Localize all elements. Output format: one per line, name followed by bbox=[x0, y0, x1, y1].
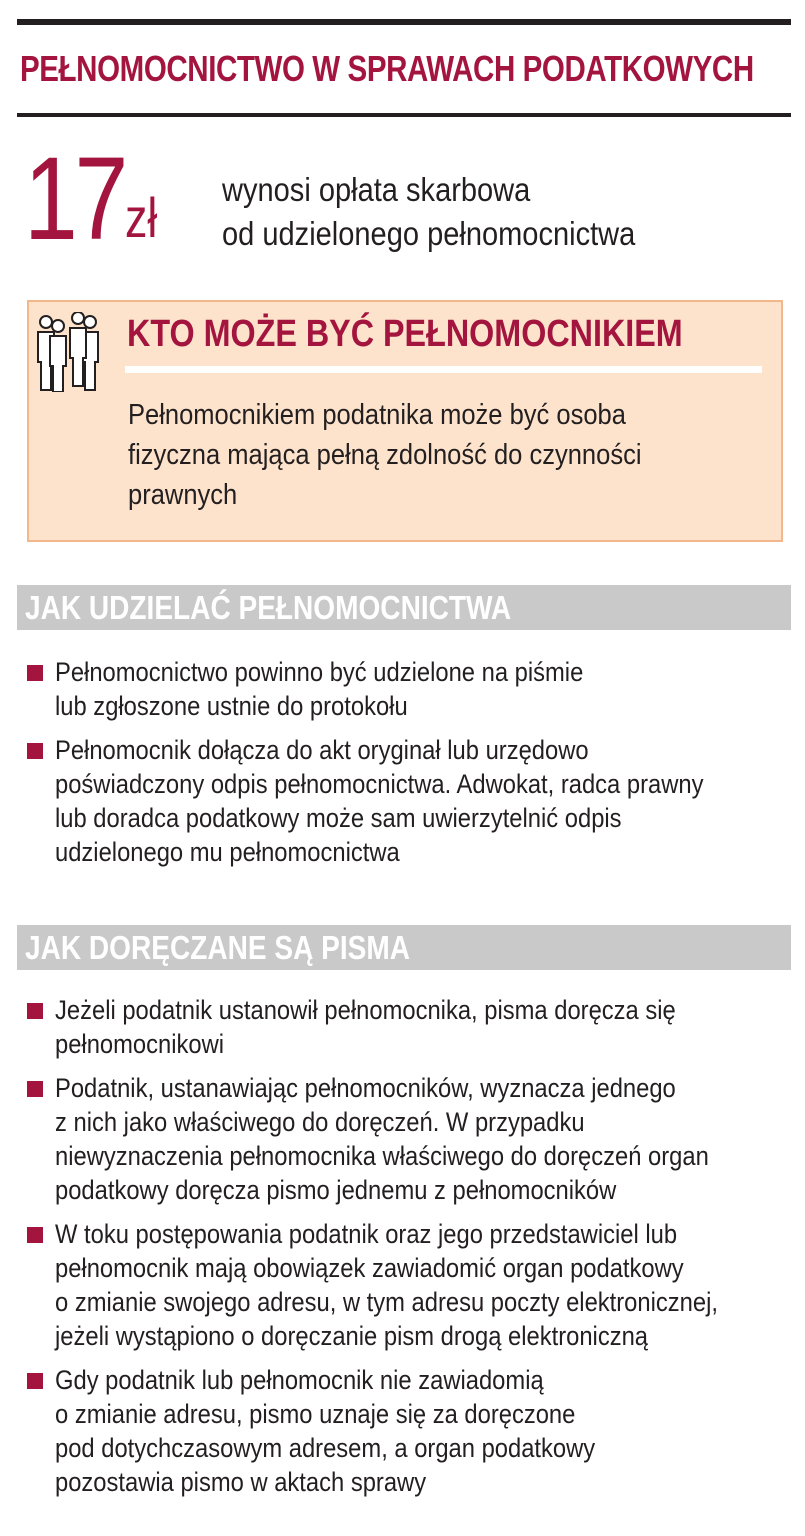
bullet-square-icon bbox=[27, 1373, 43, 1389]
delivery-list bbox=[27, 993, 797, 1509]
bullet-square-icon bbox=[27, 665, 43, 681]
fee-unit: zł bbox=[125, 186, 158, 249]
list-item: Pełnomocnik dołącza do akt oryginał lub urzędowo poświadczony odpis pełnomocnictwa. Adwokat, radca prawny lub doradca podatkowy może sam uwierzytelnić odpis udzielonego mu pełnomocnictwa bbox=[27, 733, 797, 869]
section-heading-delivery: JAK DORĘCZANE SĄ PISMA bbox=[17, 925, 791, 970]
who-divider bbox=[125, 366, 762, 373]
fee-description: wynosi opłata skarbowa od udzielonego pełnomocnictwa bbox=[222, 171, 636, 252]
bullet-square-icon bbox=[27, 743, 43, 759]
top-rule bbox=[17, 19, 791, 25]
list-item: Pełnomocnictwo powinno być udzielone na piśmie lub zgłoszone ustnie do protokołu bbox=[27, 655, 797, 723]
list-item: Jeżeli podatnik ustanowił pełnomocnika, pisma doręcza się pełnomocnikowi bbox=[27, 993, 797, 1061]
who-heading: KTO MOŻE BYĆ PEŁNOMOCNIKIEM bbox=[127, 313, 683, 355]
grant-list bbox=[27, 655, 797, 879]
list-item: W toku postępowania podatnik oraz jego przedstawiciel lub pełnomocnik mają obowiązek zawiadomić organ podatkowy o zmianie swojego adresu, w tym adresu poczty elektronicznej, jeżeli wystąpiono o doręczanie pism drogą elektroniczną bbox=[27, 1217, 797, 1353]
section-heading-grant: JAK UDZIELAĆ PEŁNOMOCNICTWA bbox=[17, 585, 791, 630]
bullet-square-icon bbox=[27, 1003, 43, 1019]
title-rule bbox=[17, 113, 791, 117]
people-group-icon bbox=[34, 312, 104, 392]
bullet-square-icon bbox=[27, 1081, 43, 1097]
fee-amount: 17 bbox=[24, 133, 126, 265]
who-body: Pełnomocnikiem podatnika może być osoba fizyczna mająca pełną zdolność do czynności prawnych bbox=[128, 399, 642, 511]
bullet-square-icon bbox=[27, 1227, 43, 1243]
page-title: PEŁNOMOCNICTWO W SPRAWACH PODATKOWYCH bbox=[20, 48, 754, 89]
list-item: Podatnik, ustanawiając pełnomocników, wyznacza jednego z nich jako właściwego do doręczeń. W przypadku niewyznaczenia pełnomocnika właściwego do doręczeń organ podatkowy doręcza pismo jednemu z pełnomocników bbox=[27, 1071, 797, 1207]
list-item: Gdy podatnik lub pełnomocnik nie zawiadomią o zmianie adresu, pismo uznaje się za doręczone pod dotychczasowym adresem, a organ podatkowy pozostawia pismo w aktach sprawy bbox=[27, 1363, 797, 1499]
